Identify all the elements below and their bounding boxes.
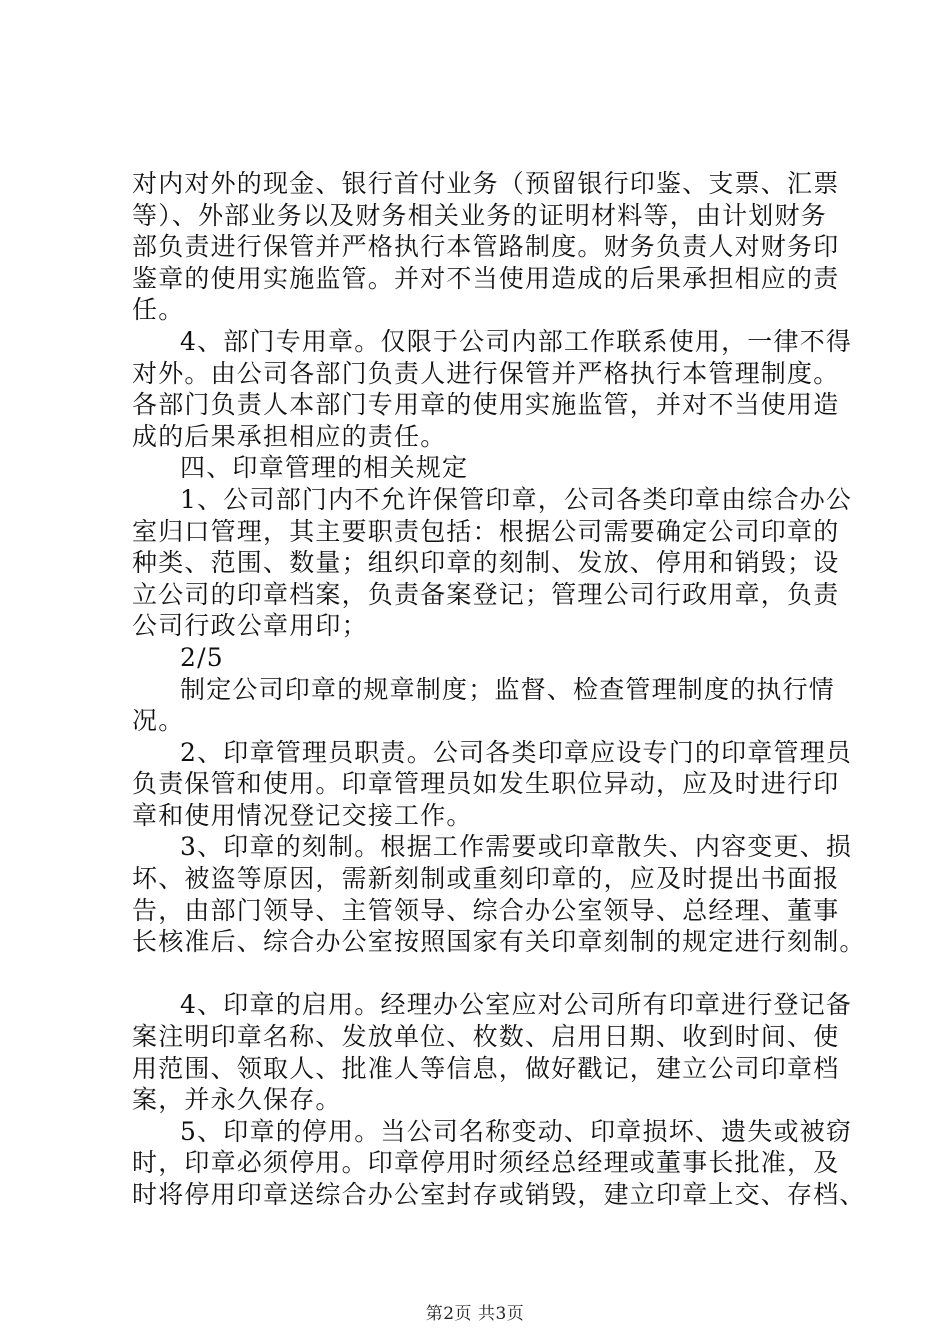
paragraph-line: 长核准后、综合办公室按照国家有关印章刻制的规定进行刻制。 [132, 927, 866, 957]
paragraph-line: 坏、被盗等原因，需新刻制或重刻印章的，应及时提出书面报 [132, 864, 840, 894]
paragraph-line: 用范围、领取人、批准人等信息，做好戳记，建立公司印章档 [132, 1053, 840, 1083]
paragraph-line: 4、印章的启用。经理办公室应对公司所有印章进行登记备 [180, 990, 853, 1020]
paragraph-line: 部负责进行保管并严格执行本管路制度。财务负责人对财务印 [132, 232, 840, 262]
paragraph-line: 时将停用印章送综合办公室封存或销毁，建立印章上交、存档、 [132, 1180, 866, 1209]
paragraph-line: 任。 [132, 295, 185, 325]
paragraph-line: 成的后果承担相应的责任。 [132, 421, 447, 451]
paragraph-line: 况。 [132, 706, 185, 736]
paragraph-line: 3、印章的刻制。根据工作需要或印章散失、内容变更、损 [180, 832, 853, 862]
paragraph-line: 对外。由公司各部门负责人进行保管并严格执行本管理制度。 [132, 358, 840, 388]
page-marker: 2/5 [180, 642, 224, 672]
paragraph-line: 案，并永久保存。 [132, 1085, 342, 1115]
paragraph-line: 鉴章的使用实施监管。并对不当使用造成的后果承担相应的责 [132, 263, 840, 293]
paragraph-line: 案注明印章名称、发放单位、枚数、启用日期、收到时间、使 [132, 1022, 840, 1052]
paragraph-line: 等）、外部业务以及财务相关业务的证明材料等，由计划财务 [132, 200, 827, 230]
document-body [132, 168, 866, 1211]
paragraph-line: 4、部门专用章。仅限于公司内部工作联系使用，一律不得 [180, 326, 853, 356]
paragraph-line: 种类、范围、数量；组织印章的刻制、发放、停用和销毁；设 [132, 548, 840, 578]
paragraph-line: 5、印章的停用。当公司名称变动、印章损坏、遗失或被窃 [180, 1116, 853, 1146]
paragraph-line: 负责保管和使用。印章管理员如发生职位异动，应及时进行印 [132, 769, 840, 799]
paragraph-line: 室归口管理，其主要职责包括：根据公司需要确定公司印章的 [132, 516, 840, 546]
blank-line [132, 958, 852, 990]
paragraph-line: 1、公司部门内不允许保管印章，公司各类印章由综合办公 [180, 484, 853, 514]
paragraph-line: 章和使用情况登记交接工作。 [132, 800, 473, 830]
paragraph-line: 2、印章管理员职责。公司各类印章应设专门的印章管理员 [180, 737, 853, 767]
paragraph-line: 制定公司印章的规章制度；监督、检查管理制度的执行情 [180, 674, 836, 704]
paragraph-line: 告，由部门领导、主管领导、综合办公室领导、总经理、董事 [132, 895, 840, 925]
paragraph-line: 时，印章必须停用。印章停用时须经总经理或董事长批准，及 [132, 1148, 840, 1178]
section-heading: 四、印章管理的相关规定 [180, 453, 469, 483]
paragraph-line: 各部门负责人本部门专用章的使用实施监管，并对不当使用造 [132, 390, 840, 420]
page-footer: 第2页 共3页 [425, 1304, 525, 1324]
paragraph-line: 对内对外的现金、银行首付业务（预留银行印鉴、支票、汇票 [132, 169, 840, 198]
paragraph-line: 公司行政公章用印； [132, 611, 368, 641]
paragraph-line: 立公司的印章档案，负责备案登记；管理公司行政用章，负责 [132, 579, 840, 609]
